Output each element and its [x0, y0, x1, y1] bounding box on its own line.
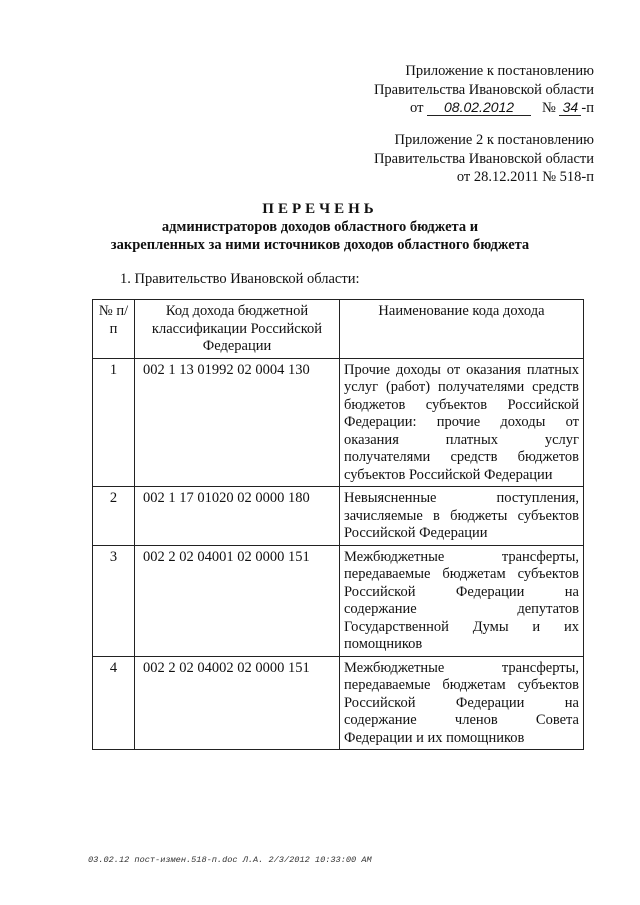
title-line-2: закрепленных за ними источников доходов областного бюджета	[110, 237, 530, 253]
row-name: Прочие доходы от оказания платных услуг (работ) получателями средств бюджетов субъектов Российской Федерации: прочие доходы от оказания платных услуг получателями средств бюджетов субъектов Российской Федерации	[340, 358, 584, 487]
row-name: Межбюджетные трансферты, передаваемые бюджетам субъектов Российской Федерации на содержание членов Совета Федерации и их помощников	[340, 656, 584, 750]
row-number: 1	[93, 358, 135, 487]
title-line-1: администраторов доходов областного бюджета и	[161, 219, 479, 235]
row-code: 002 2 02 04002 02 0000 151	[135, 656, 340, 750]
row-name: Невыясненные поступления, зачисляемые в бюджеты субъектов Российской Федерации	[340, 487, 584, 546]
handwritten-number: 34	[559, 100, 581, 116]
appendix-header	[374, 62, 594, 118]
row-code: 002 1 13 01992 02 0004 130	[135, 358, 340, 487]
title-heading: ПЕРЕЧЕНЬ	[262, 201, 378, 217]
table-row	[93, 487, 584, 546]
appendix-line-1: Приложение к постановлению	[405, 63, 594, 79]
file-footer: 03.02.12 пост-измен.518-п.doc Л.А. 2/3/2012 10:33:00 AM	[88, 855, 372, 865]
row-number: 4	[93, 656, 135, 750]
income-codes-table	[92, 299, 584, 750]
appendix2-header	[374, 131, 594, 187]
appendix-line-2: Правительства Ивановской области	[373, 81, 594, 98]
table-row	[93, 656, 584, 750]
number-label: №	[541, 100, 556, 116]
row-name: Межбюджетные трансферты, передаваемые бюджетам субъектов Российской Федерации на содержание депутатов Государственной Думы и их помощников	[340, 545, 584, 656]
row-code: 002 1 17 01020 02 0000 180	[135, 487, 340, 546]
section-title: 1. Правительство Ивановской области:	[120, 271, 360, 287]
header-number: № п/п	[93, 300, 135, 359]
table-row	[93, 358, 584, 487]
appendix2-line-1: Приложение 2 к постановлению	[394, 132, 594, 148]
row-number: 2	[93, 487, 135, 546]
document-title	[0, 200, 640, 254]
number-suffix: -п	[581, 100, 594, 116]
table-header-row	[93, 300, 584, 359]
appendix2-line-3: от 28.12.2011 № 518-п	[456, 169, 594, 185]
from-label: от	[410, 100, 424, 116]
appendix-date-line	[374, 99, 594, 118]
table-row	[93, 545, 584, 656]
header-code: Код дохода бюджетной классификации Российской Федерации	[135, 300, 340, 359]
row-number: 3	[93, 545, 135, 656]
row-code: 002 2 02 04001 02 0000 151	[135, 545, 340, 656]
appendix2-line-2: Правительства Ивановской области	[373, 150, 594, 167]
header-name: Наименование кода дохода	[340, 300, 584, 359]
handwritten-date: 08.02.2012	[427, 100, 531, 116]
